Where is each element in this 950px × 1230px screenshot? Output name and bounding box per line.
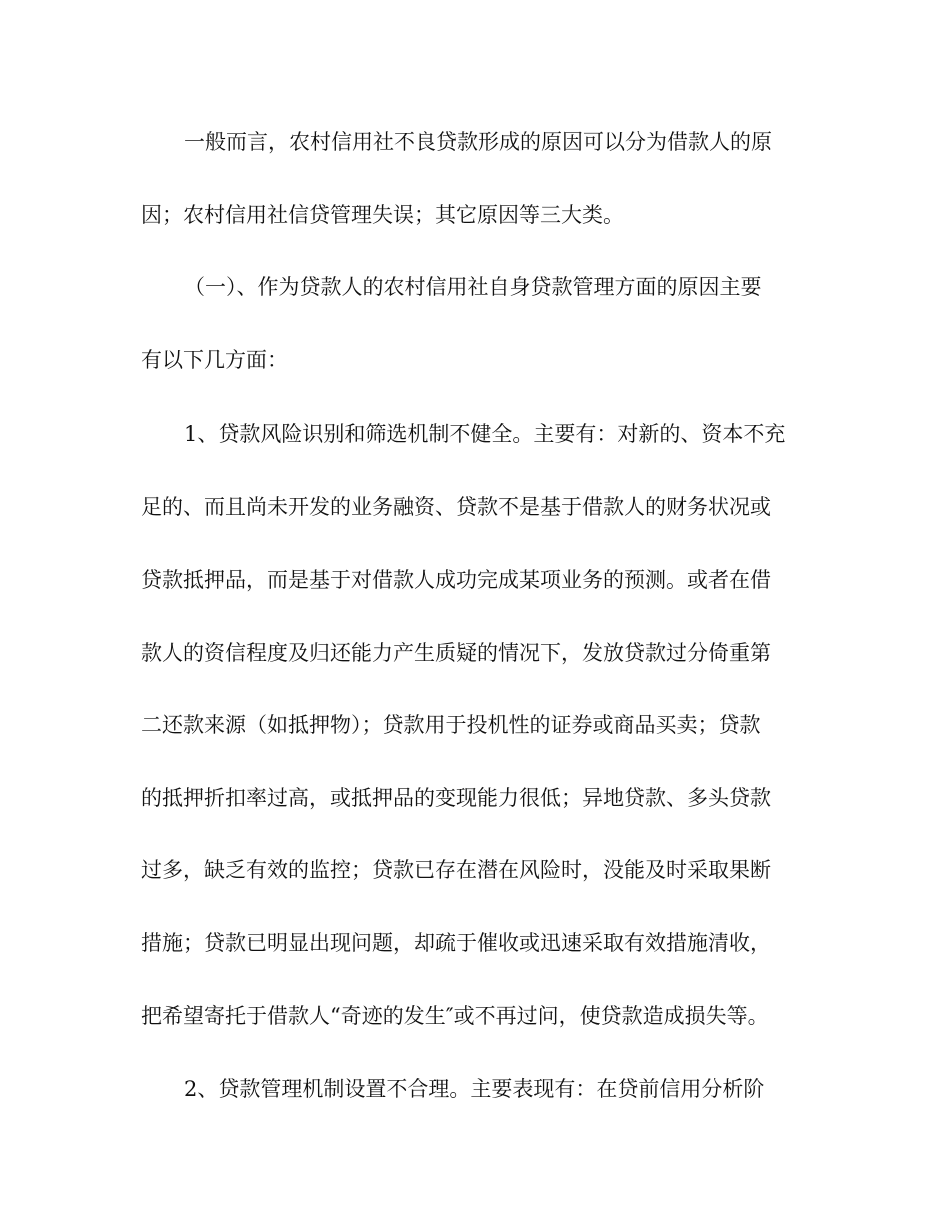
text-line: 有以下几方面：: [141, 348, 288, 372]
text-line: 二还款来源（如抵押物）；贷款用于投机性的证券或商品买卖；贷款: [141, 713, 761, 737]
text-line: 因；农村信用社信贷管理失误；其它原因等三大类。: [141, 203, 624, 227]
paragraph-3-line-6: [0, 778, 950, 818]
text-line: 措施；贷款已明显出现问题，却疏于催收或迅速采取有效措施清收，: [141, 931, 771, 955]
paragraph-3-line-5: [0, 705, 950, 745]
text-line: 过多，缺乏有效的监控；贷款已存在潜在风险时，没能及时采取果断: [141, 858, 771, 882]
text-line: 贷款抵押品，而是基于对借款人成功完成某项业务的预测。或者在借: [141, 568, 771, 592]
paragraph-1-line-2: [0, 195, 950, 235]
paragraph-3-line-2: [0, 487, 950, 527]
paragraph-2-line-1: [0, 267, 950, 307]
paragraph-1-line-1: [0, 122, 950, 162]
paragraph-3-line-8: [0, 923, 950, 963]
text-line: 把希望寄托于借款人“奇迹的发生″或不再过问，使贷款造成损失等。: [141, 1004, 769, 1028]
paragraph-3-line-1: [0, 414, 950, 454]
text-line: 的抵押折扣率过高，或抵押品的变现能力很低；异地贷款、多头贷款: [141, 786, 771, 810]
text-line: 一般而言，农村信用社不良贷款形成的原因可以分为借款人的原: [184, 130, 772, 154]
text-line: （一）、作为贷款人的农村信用社自身贷款管理方面的原因主要: [184, 275, 762, 299]
paragraph-3-line-3: [0, 560, 950, 600]
text-line: 2、贷款管理机制设置不合理。主要表现有：在贷前信用分析阶: [184, 1077, 765, 1101]
text-line: 足的、而且尚未开发的业务融资、贷款不是基于借款人的财务状况或: [141, 495, 771, 519]
paragraph-2-line-2: [0, 340, 950, 380]
text-line: 款人的资信程度及归还能力产生质疑的情况下，发放贷款过分倚重第: [141, 641, 771, 665]
paragraph-4-line-1: [0, 1069, 950, 1109]
paragraph-3-line-7: [0, 850, 950, 890]
paragraph-3-line-4: [0, 633, 950, 673]
text-line: 1、贷款风险识别和筛选机制不健全。主要有：对新的、资本不充: [184, 422, 786, 446]
paragraph-3-line-9: [0, 996, 950, 1036]
